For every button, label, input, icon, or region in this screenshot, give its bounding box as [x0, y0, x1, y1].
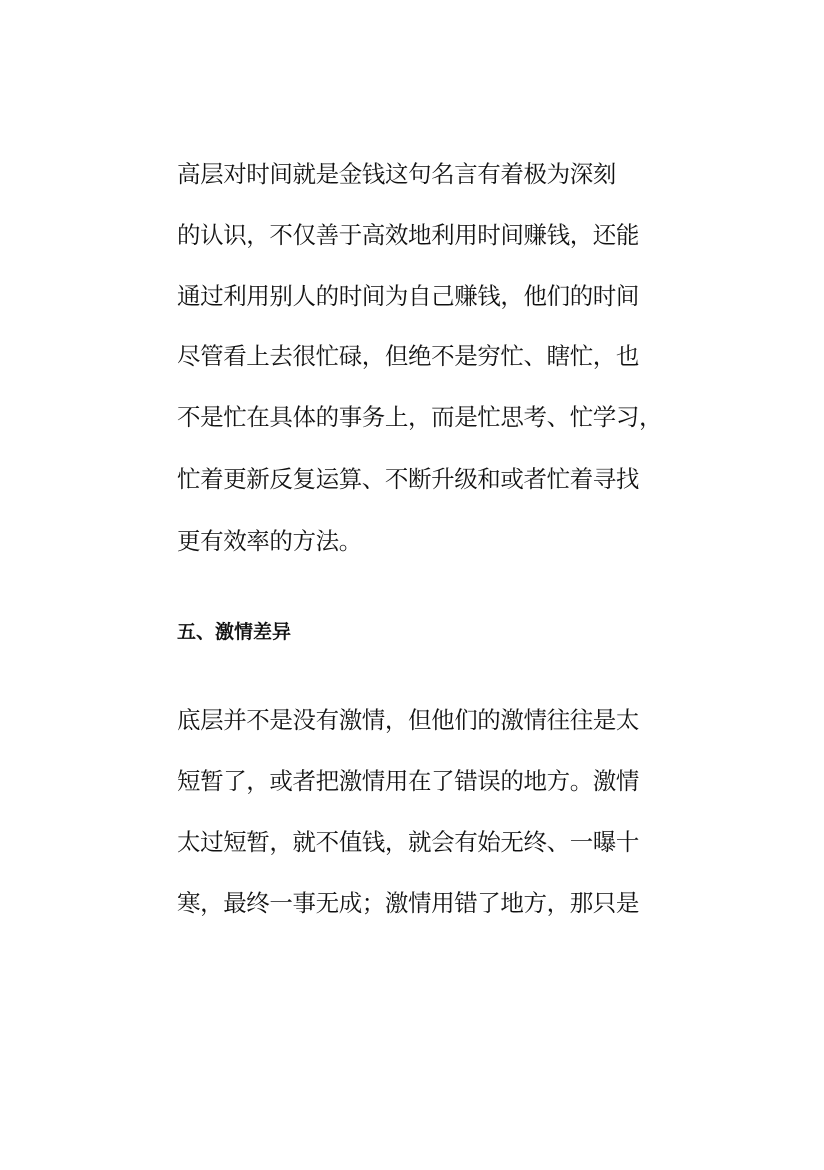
text-line: 通过利用别人的时间为自己赚钱，他们的时间	[177, 282, 639, 310]
text-line: 短暂了，或者把激情用在了错误的地方。激情	[177, 767, 639, 795]
text-line: 太过短暂，就不值钱，就会有始无终、一曝十	[177, 828, 639, 856]
text-line: 底层并不是没有激情，但他们的激情往往是太	[177, 706, 639, 734]
text-line: 尽管看上去很忙碌，但绝不是穷忙、瞎忙，也	[177, 342, 639, 370]
section-heading: 五、激情差异	[177, 621, 292, 643]
text-line: 高层对时间就是金钱这句名言有着极为深刻	[177, 160, 616, 188]
text-line: 忙着更新反复运算、不断升级和或者忙着寻找	[177, 465, 639, 493]
text-line: 不是忙在具体的事务上，而是忙思考、忙学习，	[177, 403, 663, 431]
text-line: 更有效率的方法。	[177, 527, 362, 555]
text-line: 的认识，不仅善于高效地利用时间赚钱，还能	[177, 221, 639, 249]
text-line: 寒，最终一事无成；激情用错了地方，那只是	[177, 889, 639, 917]
